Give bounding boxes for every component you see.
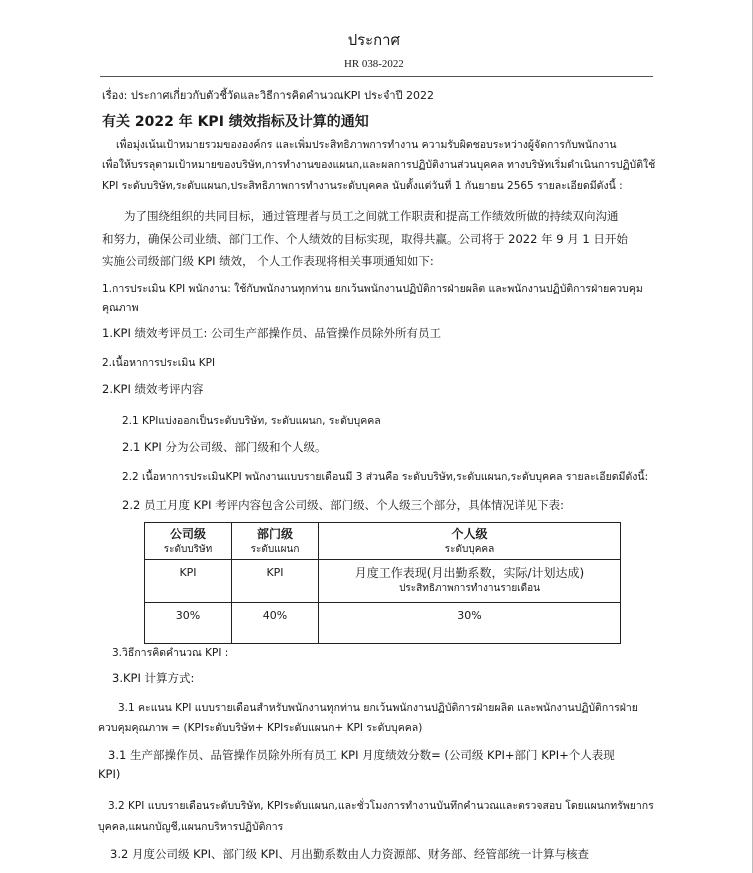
section-3-1-chinese-line-2: KPI) (98, 767, 121, 781)
document-number: HR 038-2022 (343, 58, 404, 70)
table-cell: 30% (145, 603, 232, 644)
intro-thai-line-1: เพื่อมุ่งเน้นเป้าหมายรวมขององค์กร และเพิ่มประสิทธิภาพการทำงาน ความรับผิดชอบระหว่างผู้จัดการกับพนักงาน (116, 139, 617, 151)
table-header-cell (319, 523, 621, 560)
intro-thai-line-2: เพื่อให้บรรลุตามเป้าหมายของบริษัท,การทำงานของแผนก,และผลการปฏิบัติงานส่วนบุคคล ทางบริษัทเริ่มดำเนินการปฏิบัติใช้ (102, 159, 656, 171)
header-individual-zh: 个人级 (451, 527, 488, 541)
header-company-zh: 公司级 (169, 527, 206, 541)
header-department-th: ระดับแผนก (250, 544, 300, 555)
section-2-thai: 2.เนื้อหาการประเมิน KPI (102, 357, 216, 369)
notice-heading: 有关 2022 年 KPI 绩效指标及计算的通知 (102, 114, 369, 130)
kpi-weight-table (144, 522, 621, 644)
individual-kpi-zh: 月度工作表现(月出勤系数，实际/计划达成) (354, 566, 585, 580)
table-cell: 30% (319, 603, 621, 644)
table-cell (319, 560, 621, 603)
section-2-1-thai: 2.1 KPIแบ่งออกเป็นระดับบริษัท, ระดับแผนก, ระดับบุคคล (122, 415, 381, 427)
section-1-chinese: 1.KPI 绩效考评员工: 公司生产部操作员、品管操作员除外所有员工 (102, 326, 442, 340)
section-3-1-thai-line-1: 3.1 คะแนน KPI แบบรายเดือนสำหรับพนักงานทุกท่าน ยกเว้นพนักงานปฏิบัติการฝ่ายผลิต และพนักงานปฏิบัติการฝ่าย (118, 702, 638, 714)
intro-chinese-line-2: 和努力，确保公司业绩、部门工作、个人绩效的目标实现，取得共赢。公司将于 2022 年 9 月 1 日开始 (102, 232, 628, 246)
section-2-2-chinese: 2.2 员工月度 KPI 考评内容包含公司级、部门级、个人级三个部分，具体情况详见下表: (122, 498, 564, 512)
table-header-row (145, 523, 621, 560)
header-department-zh: 部门级 (256, 527, 293, 541)
section-3-1-chinese-line-1: 3.1 生产部操作员、品管操作员除外所有员工 KPI 月度绩效分数= (公司级 KPI+部门 KPI+个人表现 (108, 748, 615, 762)
table-cell: 40% (232, 603, 319, 644)
table-cell: KPI (232, 560, 319, 603)
table-row (145, 560, 621, 603)
individual-kpi-th: ประสิทธิภาพการทำงานรายเดือน (399, 583, 540, 594)
intro-thai-line-3: KPI ระดับบริษัท,ระดับแผนก,ประสิทธิภาพการทำงานระดับบุคคล นับตั้งแต่วันที่ 1 กันยายน 2565 รายละเอียดมีดังนี้ : (102, 180, 623, 192)
section-3-2-thai-line-2: บุคคล,แผนกบัญชี,แผนกบริหารปฏิบัติการ (98, 821, 284, 833)
intro-chinese-line-1: 为了围绕组织的共同目标，通过管理者与员工之间就工作职责和提高工作绩效所做的持续双向沟通 (124, 209, 619, 223)
section-1-thai-line-2: คุณภาพ (102, 302, 139, 314)
section-2-2-thai: 2.2 เนื้อหาการประเมินKPI พนักงานแบบรายเดือนมี 3 ส่วนคือ ระดับบริษัท,ระดับแผนก,ระดับบุคคล รายละเอียดมีดังนี้: (122, 471, 649, 483)
subject-line: เรื่อง: ประกาศเกี่ยวกับตัวชี้วัดและวิธีการคิดคำนวณKPI ประจำปี 2022 (102, 89, 435, 102)
section-3-2-thai-line-1: 3.2 KPI แบบรายเดือนระดับบริษัท, KPIระดับแผนก,และชั่วโมงการทำงานบันทึกคำนวณและตรวจสอบ โดยแผนกทรัพยากร (108, 800, 654, 812)
table-header-cell (232, 523, 319, 560)
section-1-thai-line-1: 1.การประเมิน KPI พนักงาน: ใช้กับพนักงานทุกท่าน ยกเว้นพนักงานปฏิบัติการฝ่ายผลิต และพนักงานปฏิบัติการฝ่ายควบคุม (102, 283, 643, 295)
section-3-thai: 3.วิธีการคิดคำนวณ KPI : (112, 647, 229, 659)
section-2-chinese: 2.KPI 绩效考评内容 (102, 382, 204, 396)
section-2-1-chinese: 2.1 KPI 分为公司级、部门级和个人级。 (122, 440, 327, 454)
document-title: ประกาศ (347, 31, 401, 49)
header-company-th: ระดับบริษัท (163, 544, 213, 555)
intro-chinese-line-3: 实施公司级部门级 KPI 绩效， 个人工作表现将相关事项通知如下: (102, 254, 434, 268)
header-divider (100, 76, 653, 77)
table-row (145, 603, 621, 644)
section-3-2-chinese: 3.2 月度公司级 KPI、部门级 KPI、月出勤系数由人力资源部、财务部、经管部统一计算与核查 (110, 847, 589, 861)
section-3-1-thai-line-2: ควบคุมคุณภาพ = (KPIระดับบริษัท+ KPIระดับแผนก+ KPI ระดับบุคคล) (98, 722, 423, 734)
header-individual-th: ระดับบุคคล (444, 544, 495, 555)
table-cell: KPI (145, 560, 232, 603)
table-header-cell (145, 523, 232, 560)
section-3-chinese: 3.KPI 计算方式: (112, 671, 195, 685)
